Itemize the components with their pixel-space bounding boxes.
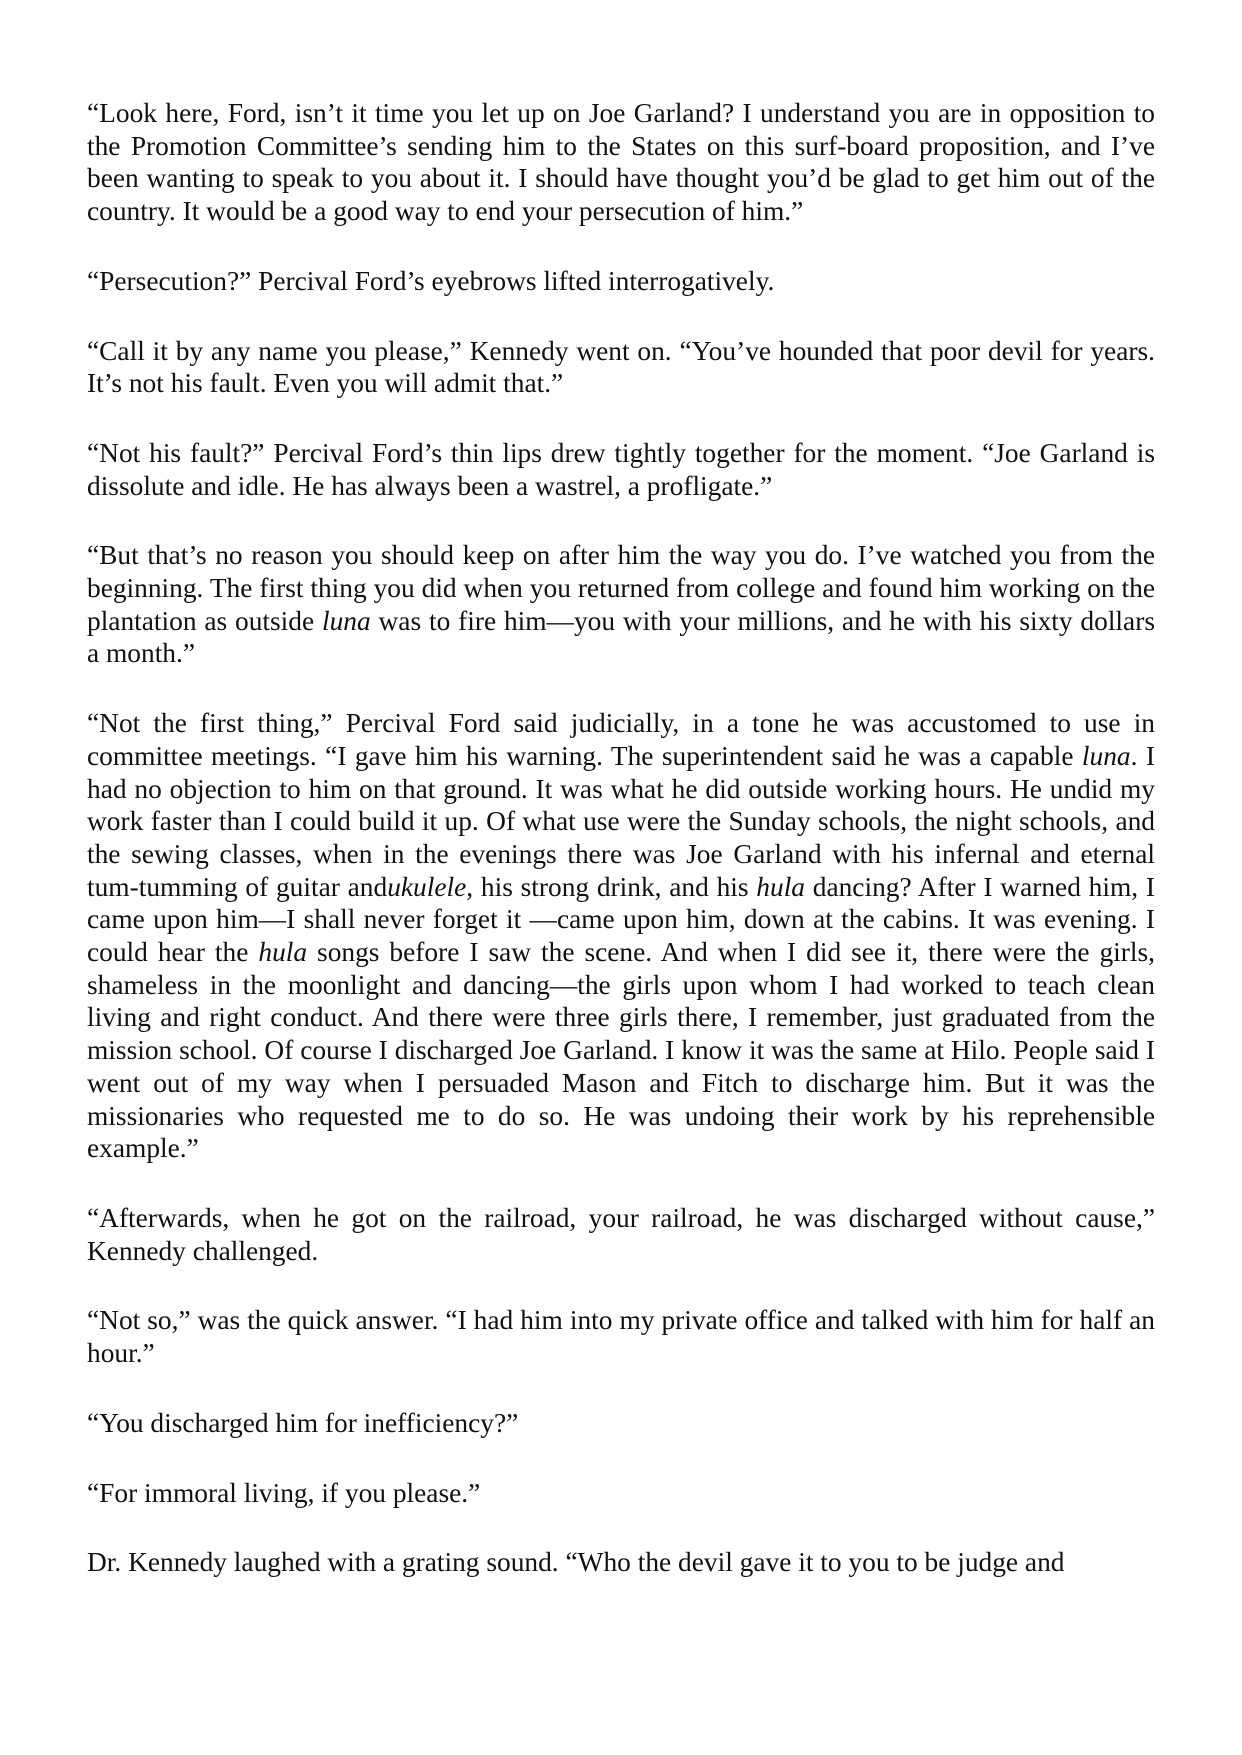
italic-word: luna (1081, 740, 1131, 771)
text-segment: was to fire him—you with your millions, and he with his sixty dollars a month.” (87, 605, 1155, 669)
text-segment: “Look here, Ford, isn’t it time you let up on Joe Garland? I understand you are in opposition to the Promotion Committee’s sending him to the States on this surf-board proposition, and I’ve been wanting to speak to you about it. I should have thought you’d be glad to get him out of the country. It would be a good way to end your persecution of him.” (87, 98, 1155, 227)
paragraph (87, 437, 1155, 502)
italic-word: hula (258, 937, 308, 968)
paragraph (87, 1407, 1155, 1440)
text-segment: “You discharged him for inefficiency?” (87, 1407, 519, 1438)
text-segment: “Afterwards, when he got on the railroad, your railroad, he was discharged without cause,” Kennedy challenged. (87, 1202, 1155, 1266)
text-segment: dancing? After I warned him, I came upon him—I shall never forget it —came upon him, down at the cabins. It was evening. I could hear the (87, 871, 1155, 968)
text-segment: “Not so,” was the quick answer. “I had him into my private office and talked with him for half an hour.” (87, 1305, 1155, 1369)
document-page (87, 97, 1155, 1579)
text-segment: “Persecution?” Percival Ford’s eyebrows lifted interrogatively. (87, 265, 775, 296)
text-segment: “For immoral living, if you please.” (87, 1477, 481, 1508)
text-segment: “Call it by any name you please,” Kennedy went on. “You’ve hounded that poor devil for years. It’s not his fault. Even you will admit that.” (87, 335, 1155, 399)
text-segment: Dr. Kennedy laughed with a grating sound. “Who the devil gave it to you to be judge and (87, 1547, 1065, 1578)
italic-word: luna (321, 605, 371, 636)
paragraph (87, 1304, 1155, 1369)
text-segment: “Not his fault?” Percival Ford’s thin lips drew tightly together for the moment. “Joe Garland is dissolute and idle. He has always been a wastrel, a profligate.” (87, 437, 1155, 501)
text-segment: songs before I saw the scene. And when I did see it, there were the girls, shameless in the moonlight and dancing—the girls upon whom I had worked to teach clean living and right conduct. And there were three girls there, I remember, just graduated from the mission school. Of course I discharged Joe Garland. I know it was the same at Hilo. People said I went out of my way when I persuaded Mason and Fitch to discharge him. But it was the missionaries who requested me to do so. He was undoing their work by his reprehensible example.” (87, 937, 1155, 1164)
text-segment: “Not the first thing,” Percival Ford said judicially, in a tone he was accustomed to use in committee meetings. “I gave him his warning. The superintendent said he was a capable (87, 708, 1155, 771)
italic-word: hula (756, 871, 805, 902)
paragraph (87, 539, 1155, 670)
text-segment: , his strong drink, and his (466, 871, 757, 902)
paragraph (87, 97, 1155, 228)
paragraph (87, 1202, 1155, 1267)
text-segment: . I had no objection to him on that ground. It was what he did outside working hours. He undid my work faster than I could build it up. Of what use were the Sunday schools, the night schools, and the sewing classes, when in the evenings there was Joe Garland with his infernal and eternal tum-tumming of guitar and (87, 740, 1156, 902)
paragraph (87, 1477, 1155, 1510)
paragraph (87, 1546, 1155, 1579)
paragraph (87, 265, 1155, 298)
paragraph (87, 335, 1155, 400)
text-segment: “But that’s no reason you should keep on after him the way you do. I’ve watched you from the beginning. The first thing you did when you returned from college and found him working on the plantation as outside (87, 540, 1155, 636)
italic-word: ukulele (387, 871, 467, 902)
paragraph (87, 707, 1155, 1165)
